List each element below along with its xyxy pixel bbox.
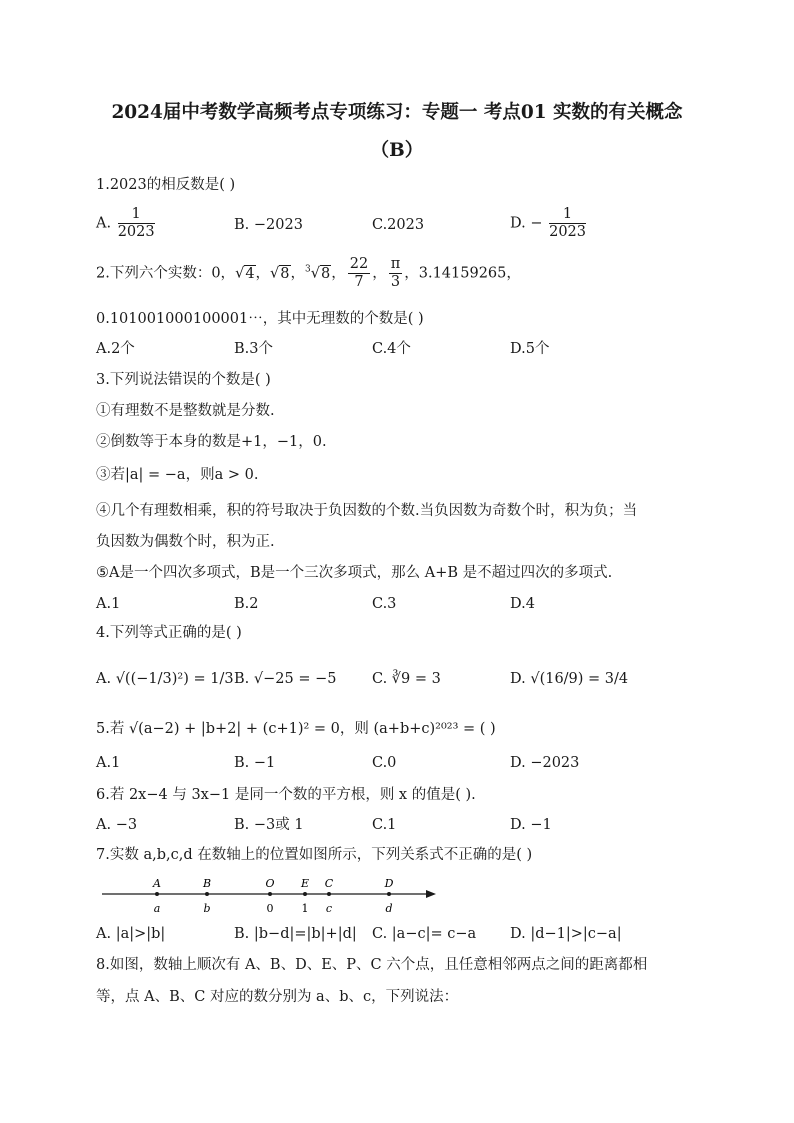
point-b-value: b (203, 902, 211, 915)
q3-statement-1: ①有理数不是整数就是分数. (96, 403, 275, 419)
q4-option-b[interactable]: B. √−25 = −5 (234, 671, 337, 687)
q4-option-d[interactable]: D. √(16/9) = 3/4 (510, 671, 629, 687)
q5-option-c[interactable]: C.0 (372, 755, 397, 771)
q1-d-label: D. − (510, 215, 543, 232)
q7-option-c[interactable]: C. |a−c|= c−a (372, 926, 477, 942)
q1-stem: 1.2023的相反数是( ) (96, 177, 236, 193)
q1-d-fraction: $\frac{1}{2023}$ (549, 206, 586, 240)
q8-stem-line2: 等，点 A、B、C 对应的数分别为 a、b、c，下列说法： (96, 989, 459, 1005)
q7-option-d[interactable]: D. |d−1|>|c−a| (510, 926, 622, 942)
point-o-dot (268, 892, 272, 896)
q6-option-b[interactable]: B. −3或 1 (234, 817, 304, 833)
q6-option-a[interactable]: A. −3 (96, 817, 138, 833)
point-d-value: d (385, 902, 393, 915)
q8-stem-line1: 8.如图，数轴上顺次有 A、B、D、E、P、C 六个点，且任意相邻两点之间的距离都相 (96, 957, 648, 973)
q7-option-b[interactable]: B. |b−d|=|b|+|d| (234, 926, 357, 942)
page-subtitle: （B） (370, 140, 424, 161)
q6-stem: 6.若 2x−4 与 3x−1 是同一个数的平方根，则 x 的值是( ). (96, 787, 476, 803)
q1-option-c[interactable]: C.2023 (372, 217, 425, 233)
point-a-value: a (153, 902, 161, 915)
q1-option-b[interactable]: B. −2023 (234, 217, 303, 233)
q3-statement-2: ②倒数等于本身的数是+1，−1，0. (96, 434, 327, 450)
q3-statement-3: ③若|a| = −a，则a > 0. (96, 467, 259, 483)
q3-statement-5: ⑤A是一个四次多项式，B是一个三次多项式，那么 A+B 是不超过四次的多项式. (96, 565, 613, 581)
point-e-value: 1 (301, 902, 309, 915)
q5-option-a[interactable]: A.1 (96, 755, 121, 771)
q3-option-b[interactable]: B.2 (234, 596, 259, 612)
point-e-dot (303, 892, 307, 896)
q3-statement-4a: ④几个有理数相乘，积的符号取决于负因数的个数.当负因数为奇数个时，积为负；当 (96, 503, 638, 519)
q3-statement-4b: 负因数为偶数个时，积为正. (96, 534, 275, 550)
q2-stem: 2.下列六个实数：0，√4，√8，$^3$√8， $\frac{22}{7}$ ， $\frac{\pi}{3}$ ，3.14159265， (96, 256, 521, 290)
q2-stem-line2: 0.101001000100001⋯，其中无理数的个数是( ) (96, 311, 424, 327)
page-title: 2024届中考数学高频考点专项练习：专题一 考点01 实数的有关概念 (111, 102, 683, 123)
point-o-value: 0 (266, 902, 274, 915)
q3-stem: 3.下列说法错误的个数是( ) (96, 372, 271, 388)
q7-option-a[interactable]: A. |a|>|b| (96, 926, 166, 942)
q5-stem: 5.若 √(a−2) + |b+2| + (c+1)² = 0，则 (a+b+c)²⁰²³ = ( ) (96, 721, 496, 737)
point-c-label: C (324, 877, 334, 890)
point-d-dot (387, 892, 391, 896)
point-e-label: E (300, 877, 310, 890)
q3-option-a[interactable]: A.1 (96, 596, 121, 612)
q5-option-d[interactable]: D. −2023 (510, 755, 580, 771)
q1-option-d[interactable] (510, 206, 588, 241)
point-a-dot (155, 892, 159, 896)
q3-option-d[interactable]: D.4 (510, 596, 535, 612)
number-line-figure (100, 872, 440, 916)
q6-option-c[interactable]: C.1 (372, 817, 397, 833)
q5-option-b[interactable]: B. −1 (234, 755, 276, 771)
q4-stem: 4.下列等式正确的是( ) (96, 625, 242, 641)
point-a-label: A (153, 877, 161, 890)
q2-option-b[interactable]: B.3个 (234, 341, 273, 357)
point-d-label: D (384, 877, 394, 890)
q3-option-c[interactable]: C.3 (372, 596, 397, 612)
q1-a-fraction: $\frac{1}{2023}$ (117, 206, 155, 240)
q1-a-label: A. (96, 215, 112, 232)
q1-option-a[interactable] (96, 206, 157, 241)
point-c-value: c (325, 902, 333, 915)
q7-stem: 7.实数 a,b,c,d 在数轴上的位置如图所示，下列关系式不正确的是( ) (96, 847, 533, 863)
q4-option-a[interactable]: A. √((−1/3)²) = 1/3 (96, 671, 234, 687)
q2-option-d[interactable]: D.5个 (510, 341, 550, 357)
q4-option-c[interactable]: C. ∛9 = 3 (372, 671, 441, 687)
q2-option-c[interactable]: C.4个 (372, 341, 411, 357)
number-line-arrow (426, 890, 436, 898)
point-b-label: B (202, 877, 212, 890)
point-c-dot (327, 892, 331, 896)
point-o-label: O (265, 877, 275, 890)
q2-option-a[interactable]: A.2个 (96, 341, 135, 357)
q6-option-d[interactable]: D. −1 (510, 817, 552, 833)
point-b-dot (205, 892, 209, 896)
